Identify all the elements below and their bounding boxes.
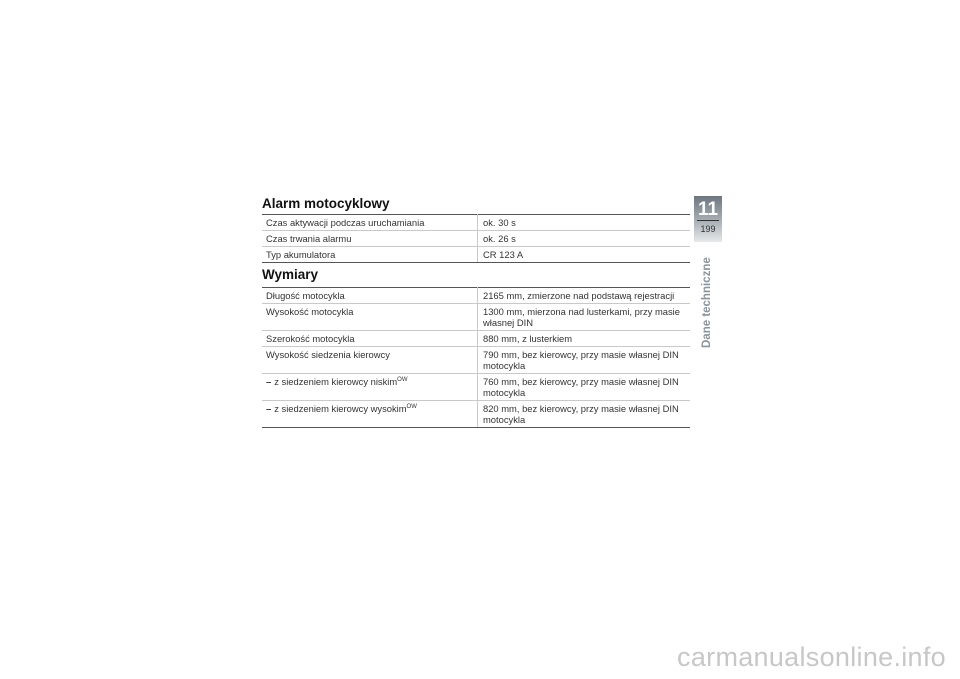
spec-label: Wysokość siedzenia kierowcy: [262, 347, 478, 374]
spec-value: ok. 26 s: [478, 231, 691, 247]
table-row: [262, 304, 690, 331]
option-marker: OW: [406, 403, 417, 410]
table-row: [262, 374, 690, 401]
spec-label: Czas trwania alarmu: [262, 231, 478, 247]
spec-label-sub: [262, 374, 478, 401]
spec-label: Typ akumulatora: [262, 247, 478, 263]
dimensions-spec-table: [262, 287, 690, 428]
table-row: [262, 247, 690, 263]
table-row: [262, 231, 690, 247]
table-row: [262, 215, 690, 231]
spec-value: 1300 mm, mierzona nad lusterkami, przy masie własnej DIN: [478, 304, 691, 331]
table-row: [262, 347, 690, 374]
table-row: [262, 288, 690, 304]
spec-value: 790 mm, bez kierowcy, przy masie własnej DIN motocykla: [478, 347, 691, 374]
chapter-divider: [697, 220, 719, 221]
page-number: 199: [700, 224, 716, 234]
chapter-tab: [694, 196, 722, 242]
option-marker: OW: [397, 376, 408, 383]
dash-bullet: –: [266, 376, 272, 387]
alarm-section-title: Alarm motocyklowy: [262, 196, 390, 211]
alarm-spec-table: [262, 214, 690, 263]
table-row: [262, 331, 690, 347]
spec-label: Czas aktywacji podczas uruchamiania: [262, 215, 478, 231]
spec-value: 880 mm, z lusterkiem: [478, 331, 691, 347]
table-row: [262, 401, 690, 428]
watermark: carmanualsonline.info: [677, 642, 946, 672]
spec-label: Szerokość motocykla: [262, 331, 478, 347]
spec-value: ok. 30 s: [478, 215, 691, 231]
dash-bullet: –: [266, 403, 272, 414]
spec-value: 2165 mm, zmierzone nad podstawą rejestracji: [478, 288, 691, 304]
spec-label: Wysokość motocykla: [262, 304, 478, 331]
spec-label-text: z siedzeniem kierowcy niskim: [274, 376, 398, 387]
spec-label-text: z siedzeniem kierowcy wysokim: [274, 403, 407, 414]
chapter-number: 11: [697, 199, 719, 220]
spec-value: 760 mm, bez kierowcy, przy masie własnej DIN motocykla: [478, 374, 691, 401]
spec-value: 820 mm, bez kierowcy, przy masie własnej DIN motocykla: [478, 401, 691, 428]
chapter-title-vertical: Dane techniczne: [701, 257, 713, 348]
spec-label: Długość motocykla: [262, 288, 478, 304]
spec-label-sub: [262, 401, 478, 428]
spec-value: CR 123 A: [478, 247, 691, 263]
dimensions-section-title: Wymiary: [262, 267, 319, 282]
